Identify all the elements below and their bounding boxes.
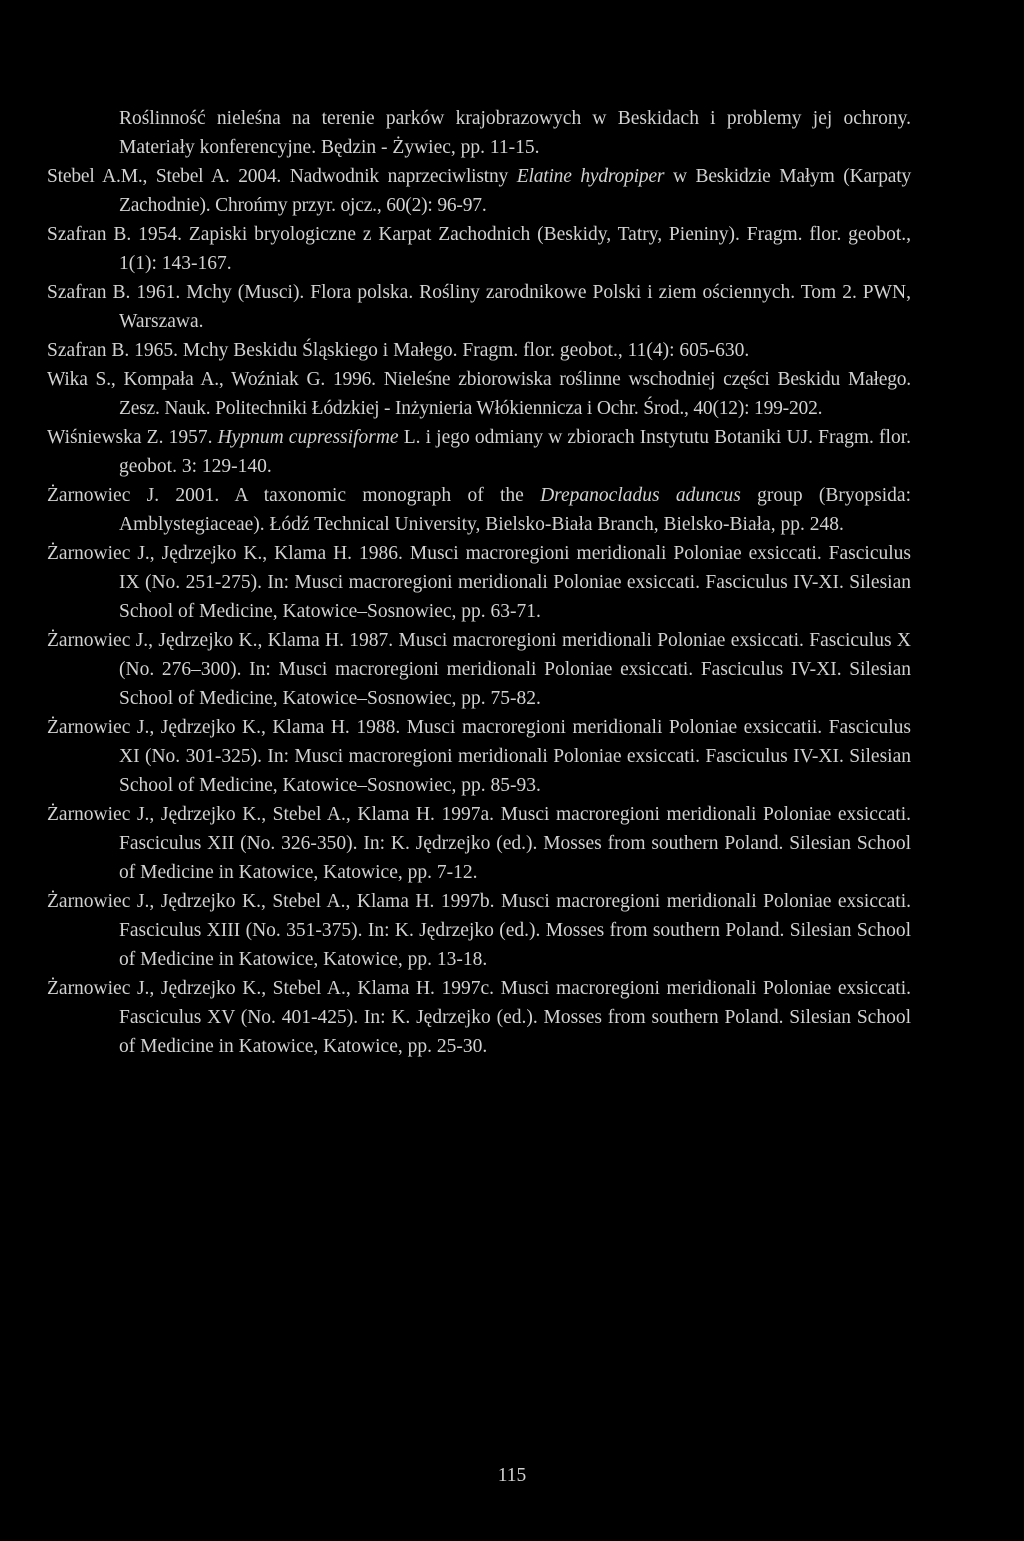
species-name: Drepanocladus aduncus <box>540 485 741 506</box>
reference-entry: Szafran B. 1965. Mchy Beskidu Śląskiego i Małego. Fragm. flor. geobot., 11(4): 605-630. <box>47 340 750 361</box>
reference-entry: Szafran B. 1954. Zapiski bryologiczne z Karpat Zachodnich (Beskidy, Tatry, Pieniny). Fragm. flor. geobot., 1(1): 143-167. <box>47 224 911 274</box>
reference-entry: Wika S., Kompała A., Woźniak G. 1996. Nieleśne zbiorowiska roślinne wschodniej części Beskidu Małego. Zesz. Nauk. Politechniki Łódzkiej - Inżynieria Włókiennicza i Ochr. Środ., 40(12): 199-202. <box>47 369 911 419</box>
reference-entry: Żarnowiec J., Jędrzejko K., Stebel A., Klama H. 1997a. Musci macroregioni meridionali Poloniae exsiccati. Fasciculus XII (No. 326-350). In: K. Jędrzejko (ed.). Mosses from southern Poland. Silesian School of Medicine in Katowice, Katowice, pp. 7-12. <box>47 804 911 883</box>
reference-entry: Roślinność nieleśna na terenie parków krajobrazowych w Beskidach i problemy jej ochrony. Materiały konferencyjne. Będzin - Żywiec, pp. 11-15. <box>119 108 911 158</box>
reference-list <box>47 104 911 1061</box>
reference-text: w Beskidzie Małym (Karpaty Zachodnie). Chrońmy przyr. ojcz., 60(2): 96-97. <box>119 166 911 216</box>
reference-text: Wiśniewska Z. 1957. <box>47 427 218 448</box>
reference-entry: Żarnowiec J., Jędrzejko K., Klama H. 1988. Musci macroregioni meridionali Poloniae exsiccatii. Fasciculus XI (No. 301-325). In: Musci macroregioni meridionali Poloniae exsiccati. Fasciculus IV-XI. Silesian School of Medicine, Katowice–Sosnowiec, pp. 85-93. <box>47 717 911 796</box>
species-name: Hypnum cupressiforme <box>217 427 399 448</box>
page-number: 115 <box>497 1465 527 1486</box>
reference-text: group (Bryopsida: Amblystegiaceae). Łódź Technical University, Bielsko-Biała Branch, Bielsko-Biała, pp. 248. <box>119 485 911 535</box>
reference-text: Stebel A.M., Stebel A. 2004. Nadwodnik naprzeciwlistny <box>47 166 517 187</box>
reference-text: L. i jego odmiany w zbiorach Instytutu Botaniki UJ. Fragm. flor. geobot. 3: 129-140. <box>119 427 911 477</box>
reference-entry: Szafran B. 1961. Mchy (Musci). Flora polska. Rośliny zarodnikowe Polski i ziem ościennych. Tom 2. PWN, Warszawa. <box>47 282 911 332</box>
reference-entry <box>47 481 911 539</box>
reference-text: Żarnowiec J. 2001. A taxonomic monograph of the <box>47 485 541 506</box>
reference-entry: Żarnowiec J., Jędrzejko K., Klama H. 1986. Musci macroregioni meridionali Poloniae exsiccati. Fasciculus IX (No. 251-275). In: Musci macroregioni meridionali Poloniae exsiccati. Fasciculus IV-XI. Silesian School of Medicine, Katowice–Sosnowiec, pp. 63-71. <box>47 543 911 622</box>
reference-entry: Żarnowiec J., Jędrzejko K., Stebel A., Klama H. 1997c. Musci macroregioni meridionali Poloniae exsiccati. Fasciculus XV (No. 401-425). In: K. Jędrzejko (ed.). Mosses from southern Poland. Silesian School of Medicine in Katowice, Katowice, pp. 25-30. <box>47 978 911 1057</box>
reference-entry <box>47 162 911 220</box>
reference-entry <box>47 423 911 481</box>
reference-entry: Żarnowiec J., Jędrzejko K., Stebel A., Klama H. 1997b. Musci macroregioni meridionali Poloniae exsiccati. Fasciculus XIII (No. 351-375). In: K. Jędrzejko (ed.). Mosses from southern Poland. Silesian School of Medicine in Katowice, Katowice, pp. 13-18. <box>47 891 911 970</box>
species-name: Elatine hydropiper <box>516 166 665 187</box>
reference-entry: Żarnowiec J., Jędrzejko K., Klama H. 1987. Musci macroregioni meridionali Poloniae exsiccati. Fasciculus X (No. 276–300). In: Musci macroregioni meridionali Poloniae exsiccati. Fasciculus IV-XI. Silesian School of Medicine, Katowice–Sosnowiec, pp. 75-82. <box>47 630 911 709</box>
